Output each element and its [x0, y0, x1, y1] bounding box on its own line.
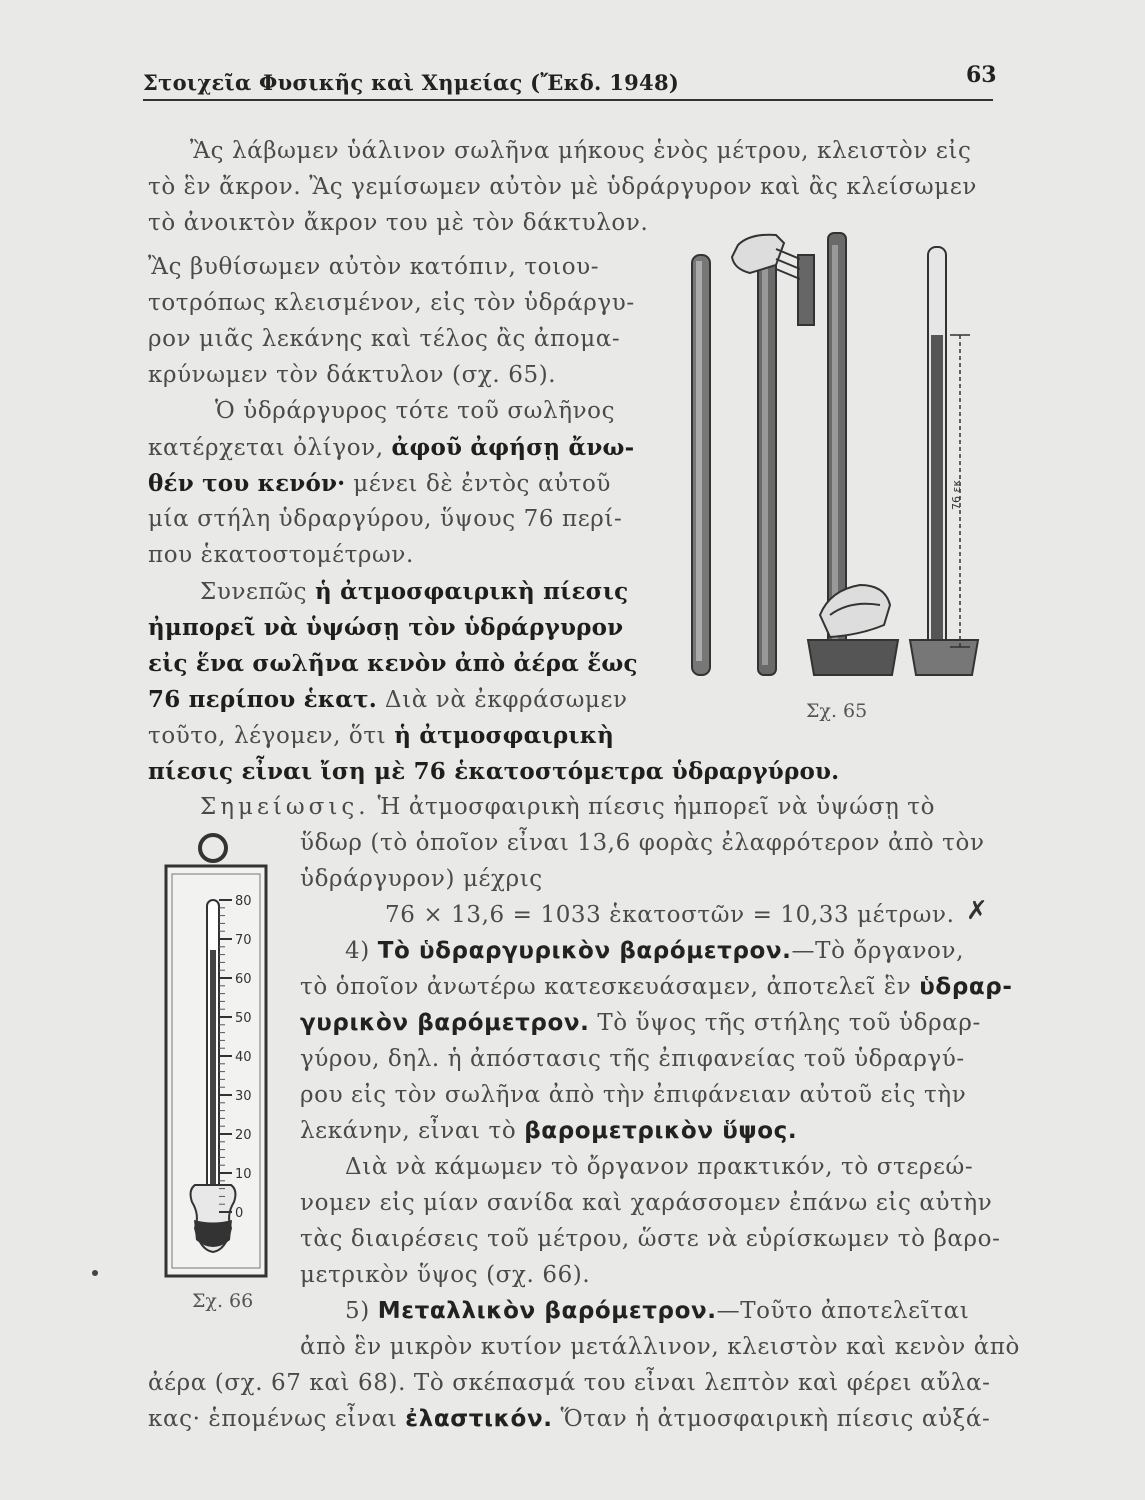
basin-1 [808, 640, 898, 675]
bold-span: ἡ ἀτμοσφαιρικὴ [394, 722, 615, 749]
text-span: —Τοῦτο ἀποτελεῖται [716, 1298, 970, 1324]
text-span: 4) [345, 938, 378, 964]
bold-span: εἰς ἕνα σωλῆνα κενὸν ἀπὸ ἀέρα ἕως [148, 650, 638, 677]
scale-tick-label: 80 [235, 894, 252, 909]
text-line [200, 578, 628, 605]
text-span: Διὰ νὰ ἐκφράσωμεν [377, 687, 628, 713]
text-line [148, 434, 634, 461]
text-span: Ἡ ἀτμοσφαιρικὴ πίεσις ἠμπορεῖ νὰ ὑψώσῃ τὸ [369, 794, 936, 820]
text-line: μία στήλη ὑδραργύρου, ὕψους 76 περί- [148, 506, 623, 532]
text-span: λεκάνην, εἶναι τὸ [300, 1118, 525, 1144]
scale-tick-label: 60 [235, 972, 252, 987]
text-span: κατέρχεται ὀλίγον, [148, 435, 392, 461]
heading-span: Μεταλλικὸν βαρόμετρον. [377, 1298, 717, 1324]
scale-tick-label: 0 [235, 1206, 244, 1221]
text-line: τὸ ἀνοικτὸν ἄκρον του μὲ τὸν δάκτυλον. [148, 210, 649, 236]
text-line [300, 1118, 797, 1144]
section-heading [345, 938, 964, 964]
text-line: Ἂς βυθίσωμεν αὐτὸν κατόπιν, τοιου- [148, 254, 600, 280]
text-line: γύρου, δηλ. ἡ ἀπόστασις τῆς ἐπιφανείας τοῦ ὑδραργύ- [300, 1046, 965, 1072]
bold-span: ἠμπορεῖ νὰ ὑψώσῃ τὸν ὑδράργυρον [148, 614, 624, 641]
text-span: Τὸ ὕψος τῆς στήλης τοῦ ὑδραρ- [589, 1010, 981, 1036]
text-line [300, 1010, 981, 1036]
text-line: κρύνωμεν τὸν δάκτυλον (σχ. 65). [148, 362, 557, 388]
scale-tick-label: 20 [235, 1128, 252, 1143]
scale-tick-label: 50 [235, 1011, 252, 1026]
text-span: μένει δὲ ἐντὸς αὐτοῦ [345, 471, 612, 497]
text-line: ὑδράργυρον) μέχρις [300, 866, 543, 892]
heading-span: Τὸ ὑδραργυρικὸν βαρόμετρον. [377, 938, 792, 964]
text-line [148, 722, 614, 749]
text-line [148, 758, 839, 785]
text-line: Ἂς λάβωμεν ὑάλινον σωλῆνα μήκους ἑνὸς μέτρου, κλειστὸν εἰς [190, 138, 972, 164]
text-line [148, 470, 611, 497]
bold-span: θέν του κενόν· [148, 470, 346, 497]
text-line [300, 974, 1013, 1000]
figure-65-torricelli-tubes [680, 225, 980, 685]
text-span: κας· ἑπομένως εἶναι [148, 1406, 406, 1432]
text-line [200, 794, 935, 820]
heading-span: γυρικὸν βαρόμετρον. [300, 1010, 590, 1036]
text-line: ρον μιᾶς λεκάνης καὶ τέλος ἂς ἀπομα- [148, 326, 621, 352]
text-span: τοῦτο, λέγομεν, ὅτι [148, 723, 395, 749]
figure-66-barometer [160, 830, 280, 1290]
tube-4 [928, 247, 946, 657]
tube-1 [692, 255, 710, 675]
scale-tick-label: 30 [235, 1089, 252, 1104]
text-line [148, 1406, 990, 1432]
text-line: Διὰ νὰ κάμωμεν τὸ ὄργανον πρακτικόν, τὸ στερεώ- [345, 1154, 974, 1180]
scale-label: 76 εκ [950, 480, 963, 510]
barometer-tube [207, 900, 219, 1200]
text-line: Ὁ ὑδράργυρος τότε τοῦ σωλῆνος [215, 398, 616, 424]
text-line: τοτρόπως κλεισμένον, εἰς τὸν ὑδράργυ- [148, 290, 635, 316]
bold-span: πίεσις εἶναι ἴση μὲ 76 ἑκατοστόμετρα ὑδραργύρου. [148, 758, 840, 785]
text-span: Συνεπῶς [200, 579, 316, 605]
heading-span: ἐλαστικόν. [405, 1406, 553, 1432]
running-header: Στοιχεῖα Φυσικῆς καὶ Χημείας (Ἔκδ. 1948) [143, 70, 680, 95]
figure-65-caption: Σχ. 65 [806, 700, 868, 722]
bold-span: ἀφοῦ ἀφήσῃ ἄνω- [391, 434, 635, 461]
text-line: μετρικὸν ὕψος (σχ. 66). [300, 1262, 591, 1288]
text-line: ἀέρα (σχ. 67 καὶ 68). Τὸ σκέπασμά του εἶναι λεπτὸν καὶ φέρει αὔλα- [148, 1370, 991, 1396]
text-line [148, 650, 638, 677]
basin-2 [910, 640, 978, 675]
text-span: τὸ ὁποῖον ἀνωτέρω κατεσκευάσαμεν, ἀποτελεῖ ἓν [300, 974, 920, 1000]
bold-span: ἡ ἀτμοσφαιρικὴ πίεσις [315, 578, 629, 605]
text-line: που ἑκατοστομέτρων. [148, 542, 414, 568]
text-span: Ὅταν ἡ ἀτμοσφαιρικὴ πίεσις αὐξά- [552, 1406, 991, 1432]
text-line: τὰς διαιρέσεις τοῦ μέτρου, ὥστε νὰ εὑρίσκωμεν τὸ βαρο- [300, 1226, 1001, 1252]
text-line: ρου εἰς τὸν σωλῆνα ἀπὸ τὴν ἐπιφάνειαν αὐτοῦ εἰς τὴν [300, 1082, 967, 1108]
figure-66-caption: Σχ. 66 [192, 1290, 254, 1312]
text-line [148, 614, 623, 641]
scale-tick-label: 40 [235, 1050, 252, 1065]
hanging-ring-icon [200, 835, 226, 861]
scale-tick-label: 70 [235, 933, 252, 948]
height-scale [950, 335, 970, 647]
text-line [148, 686, 628, 713]
text-line: ὕδωρ (τὸ ὁποῖον εἶναι 13,6 φορὰς ἐλαφρότερον ἀπὸ τὸν [300, 830, 985, 856]
header-rule [143, 99, 993, 101]
heading-span: ὑδραρ- [919, 974, 1013, 1000]
text-line: νομεν εἰς μίαν σανίδα καὶ χαράσσομεν ἐπάνω εἰς αὐτὴν [300, 1190, 993, 1216]
bold-span: 76 περίπου ἑκατ. [148, 686, 377, 713]
margin-mark-icon: ✗ [966, 896, 988, 926]
page-number: 63 [966, 62, 997, 88]
text-span: —Τὸ ὄργανον, [791, 938, 964, 964]
scale-tick-label: 10 [235, 1167, 252, 1182]
note-label: Σημείωσις. [200, 794, 370, 820]
section-heading [345, 1298, 969, 1324]
equation: 76 × 13,6 = 1033 ἑκατοστῶν = 10,33 μέτρων. [385, 902, 955, 928]
text-line: ἀπὸ ἓν μικρὸν κυτίον μετάλλινον, κλειστὸν καὶ κενὸν ἀπὸ [300, 1334, 1021, 1360]
tube-2 [758, 255, 776, 675]
heading-span: βαρομετρικὸν ὕψος. [524, 1118, 798, 1144]
text-span: 5) [345, 1298, 378, 1324]
margin-dot [92, 1270, 98, 1276]
text-line: τὸ ἓν ἄκρον. Ἂς γεμίσωμεν αὐτὸν μὲ ὑδράργυρον καὶ ἂς κλείσωμεν [148, 174, 977, 200]
